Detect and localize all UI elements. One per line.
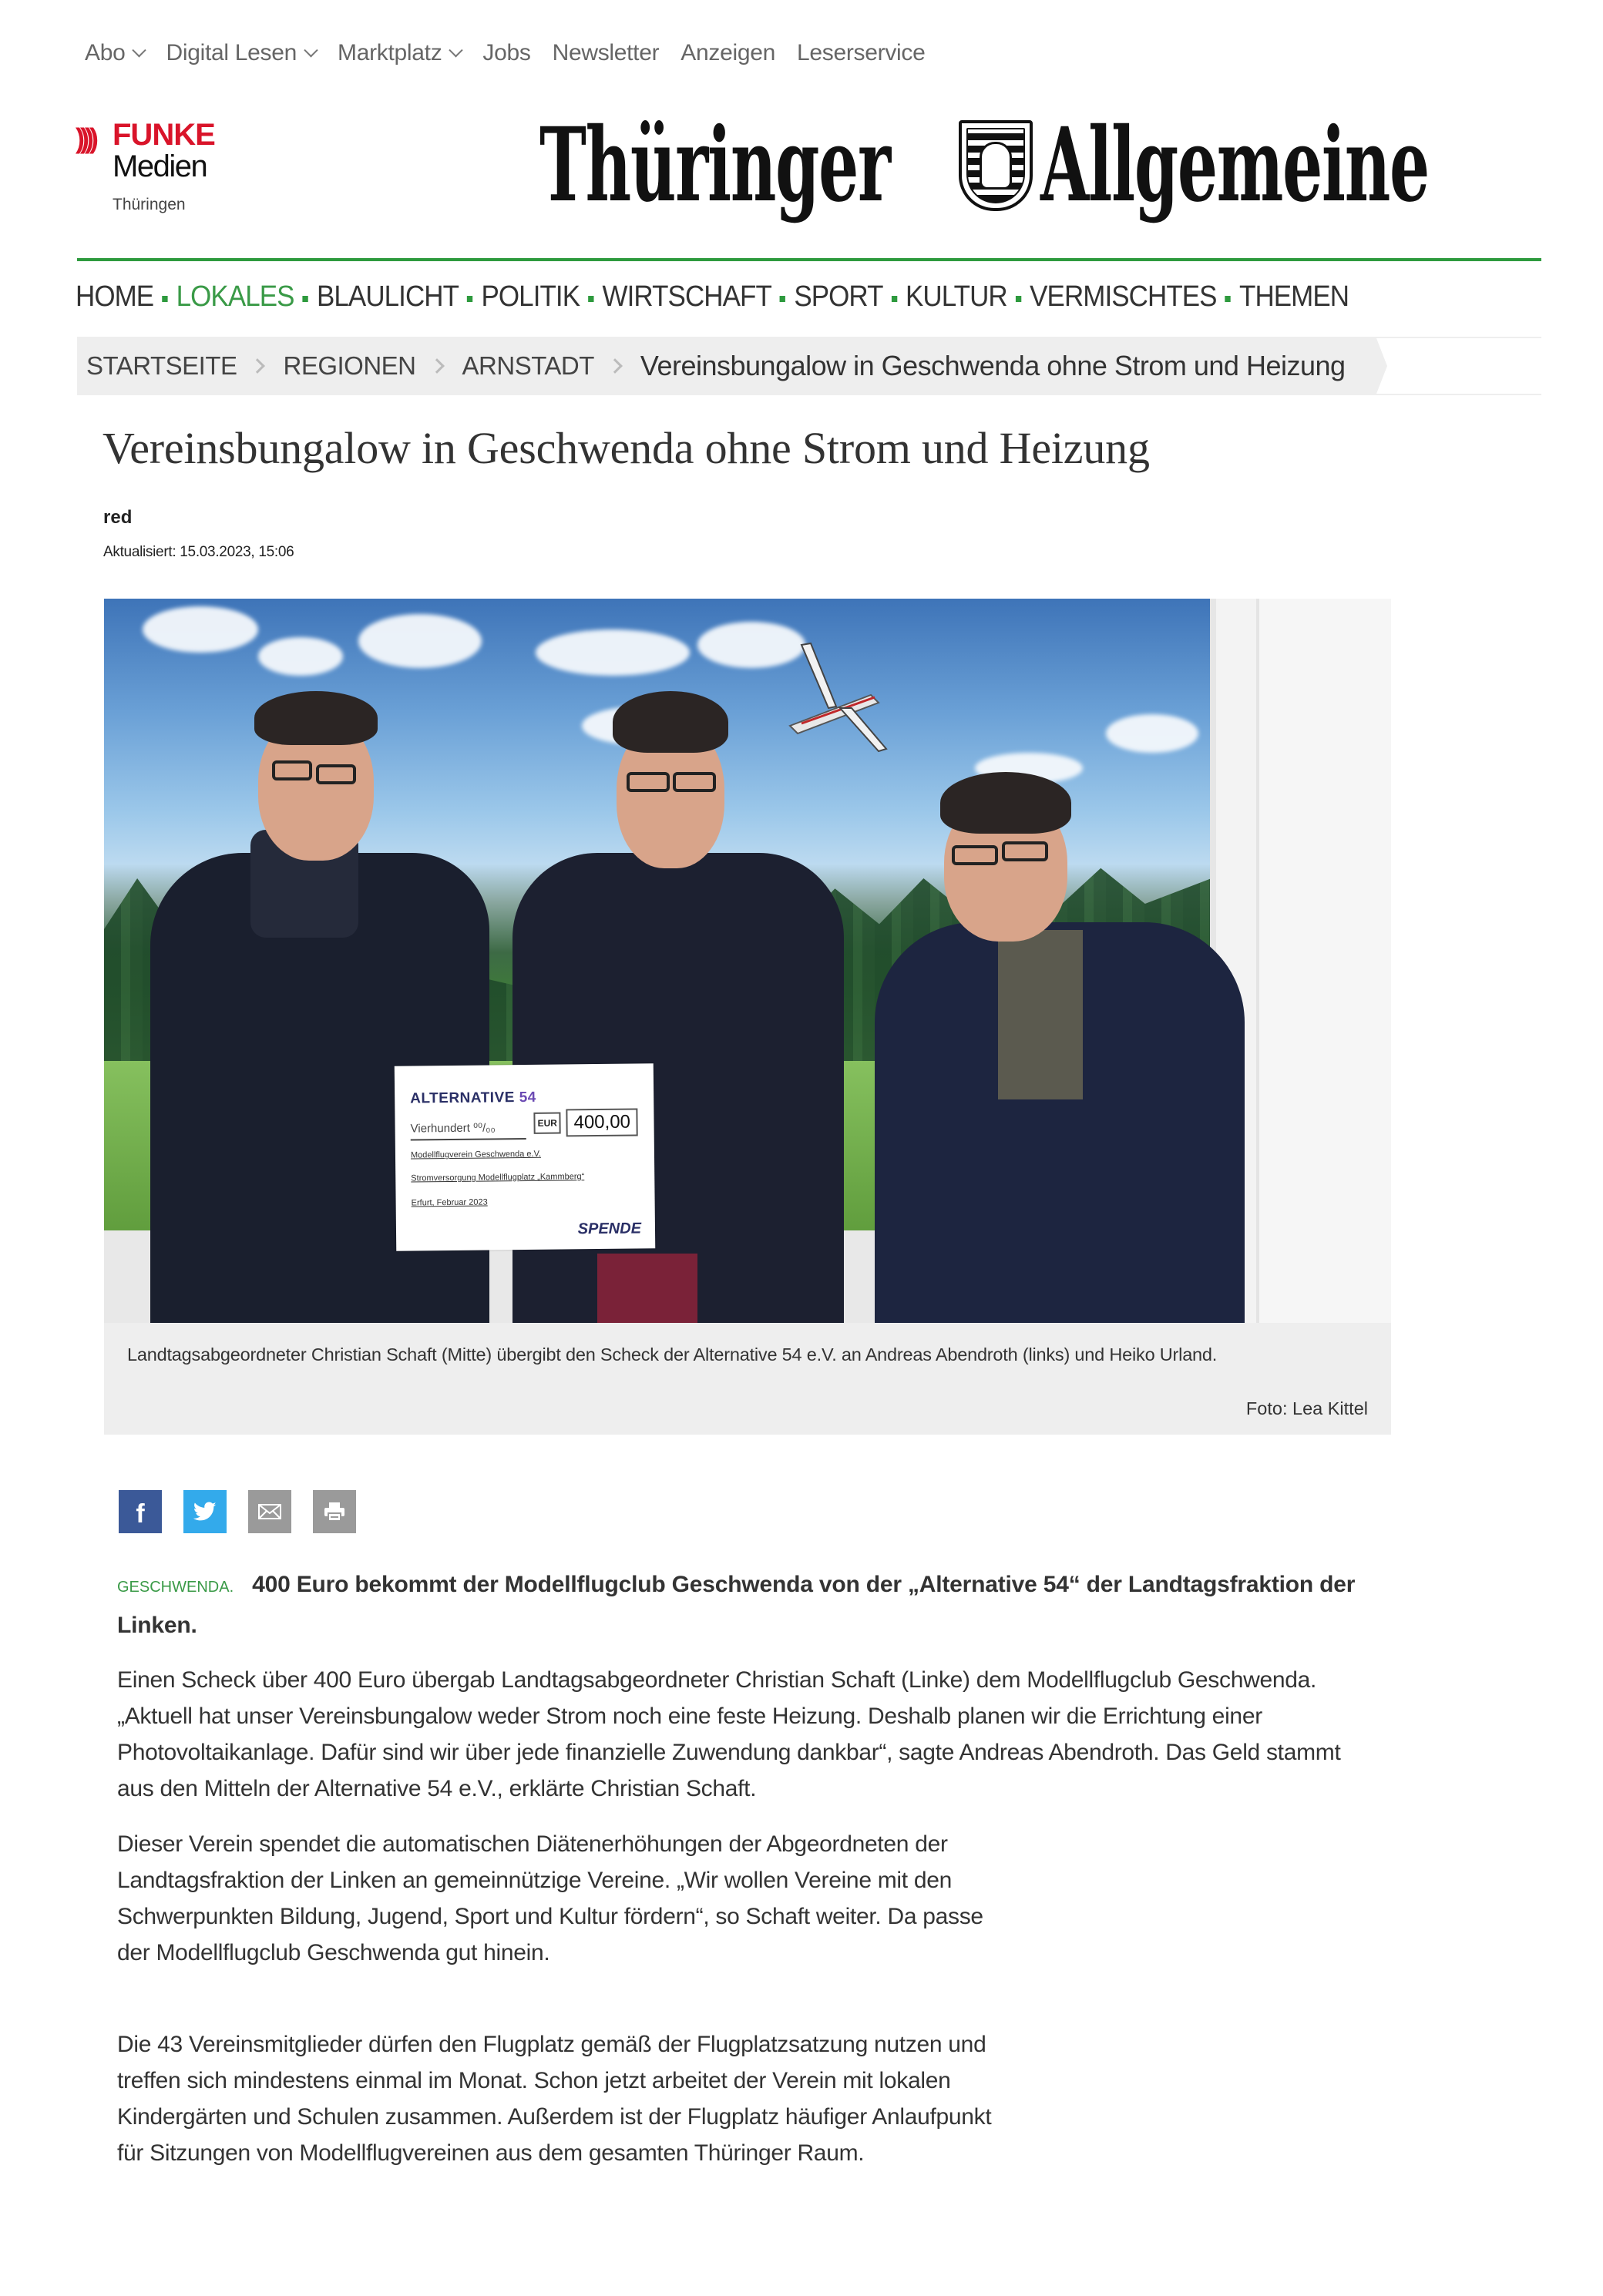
nav-separator [1225,296,1231,302]
chevron-right-icon [429,358,445,374]
breadcrumb-regionen[interactable]: REGIONEN [283,351,416,380]
photo-cloud [258,637,343,676]
photo-cloud [358,614,482,668]
nav-separator [303,296,308,302]
cheque-brand: ALTERNATIVE 54 [410,1089,536,1107]
article-photo[interactable] [104,599,1391,1323]
person-right-hair [940,772,1071,834]
article-author: red [103,507,133,528]
topnav-abo-label: Abo [85,40,126,65]
breadcrumb-current: Vereinsbungalow in Geschwenda ohne Strom und Heizung [640,350,1346,381]
article-lead [117,1566,1381,1645]
article-paragraph: Einen Scheck über 400 Euro übergab Landtagsabgeordneter Christian Schaft (Linke) dem Modellflugclub Geschwenda. „Aktuell hat unser Vereinsbungalow weder Strom noch eine feste Heizung. Deshalb planen wir die Errichtung einer Photovoltaikanlage. Dafür sind wir über jede finanzielle Zuwendung dankbar“, sagte Andreas Abendroth. Das Geld stammt aus den Mitteln der Alternative 54 e.V., erklärte Christian Schaft. [117,1667,1341,1801]
breadcrumb [77,337,1541,395]
chevron-down-icon [304,43,318,57]
twitter-icon [193,1502,217,1522]
topnav-jobs[interactable]: Jobs [482,40,531,65]
topnav-marktplatz-label: Marktplatz [338,40,442,65]
article-paragraph: Die 43 Vereinsmitglieder dürfen den Flugplatz gemäß der Flugplatzsatzung nutzen und treffen sich mindestens einmal im Monat. Schon jetzt arbeitet der Verein mit lokalen Kindergärten und Schulen zusammen. Außerdem ist der Flugplatz häufiger Anlaufpunkt für Sitzungen von Modellflugvereinen aus dem gesamten Thüringer Raum. [117,2032,992,2166]
share-twitter-button[interactable] [183,1490,227,1533]
chevron-down-icon [133,43,146,57]
nav-vermischtes[interactable]: VERMISCHTES [1030,280,1217,313]
person-middle-trousers [597,1254,697,1323]
top-utility-nav [85,40,925,66]
topnav-anzeigen[interactable]: Anzeigen [681,40,775,65]
cheque-purpose: Stromversorgung Modellflugplatz „Kammberg“ [411,1172,585,1183]
topnav-abo[interactable] [85,40,144,66]
nav-kultur[interactable]: KULTUR [905,280,1007,313]
donation-cheque [395,1063,655,1251]
funke-wordmark: FUNKE [113,118,215,152]
person-middle-hair [613,691,728,753]
masthead-logo[interactable] [539,108,1603,223]
article-paragraph: Dieser Verein spendet die automatischen Diätenerhöhungen der Abgeordneten der Landtagsfraktion der Linken an gemeinnützige Vereine. „Wir wollen Vereine mit den Schwerpunkten Bildung, Jugend, Sport und Kultur fördern“, so Schaft weiter. Da passe der Modellflugclub Geschwenda gut hinein. [117,1831,983,1965]
funke-arrows-icon: )))) [76,123,94,154]
article-lead-text: 400 Euro bekommt der Modellflugclub Geschwenda von der „Alternative 54“ der Landtagsfraktion der Linken. [117,1572,1356,1638]
envelope-icon [258,1504,281,1519]
nav-separator [1016,296,1021,302]
nav-home[interactable]: HOME [76,280,154,313]
person-middle-glasses [627,772,670,792]
printer-icon [324,1502,345,1522]
chevron-right-icon [607,358,623,374]
cheque-place-date: Erfurt, Februar 2023 [411,1197,488,1208]
article-dateline: GESCHWENDA. [117,1579,234,1596]
masthead-word-thueringer: Thüringer [539,106,890,225]
photo-credit: Foto: Lea Kittel [1245,1398,1368,1418]
article-updated-timestamp: Aktualisiert: 15.03.2023, 15:06 [103,544,294,560]
breadcrumb-arnstadt[interactable]: ARNSTADT [462,351,594,380]
funke-medien-logo[interactable] [76,119,230,220]
thuringia-coat-of-arms-icon [959,120,1033,211]
breadcrumb-startseite[interactable]: STARTSEITE [86,351,237,380]
nav-separator [588,296,593,302]
chevron-down-icon [449,43,463,57]
caption-text: Landtagsabgeordneter Christian Schaft (Mitte) übergibt den Scheck der Alternative 54 e.V. an Andreas Abendroth (links) und Heiko Urland. [127,1344,1218,1365]
cheque-payee: Modellflugverein Geschwenda e.V. [410,1149,542,1160]
share-email-button[interactable] [248,1490,291,1533]
photo-cloud [1106,714,1198,753]
person-middle-glasses [673,772,716,792]
main-nav [76,280,1349,314]
share-bar [119,1490,356,1533]
chevron-right-icon [250,358,266,374]
share-facebook-button[interactable] [119,1490,162,1533]
nav-separator [780,296,785,302]
nav-separator [467,296,472,302]
cheque-amount: 400,00 [566,1108,638,1136]
cheque-label: SPENDE [577,1220,642,1238]
funke-region-label: Thüringen [113,196,186,213]
nav-blaulicht[interactable]: BLAULICHT [317,280,459,313]
photo-cloud [536,629,690,676]
nav-politik[interactable]: POLITIK [481,280,580,313]
model-airplane-icon [778,637,894,753]
topnav-marktplatz[interactable] [338,40,461,66]
facebook-icon: f [136,1499,145,1529]
nav-sport[interactable]: SPORT [794,280,883,313]
person-right-shirt [998,930,1083,1099]
topnav-digital-lesen-label: Digital Lesen [166,40,297,65]
person-left-glasses [272,760,312,780]
person-right-glasses [952,845,998,865]
cheque-amount-words: Vierhundert ⁰⁰/₀₀ [410,1121,496,1136]
funke-medien-wordmark: Medien [113,149,207,183]
print-button[interactable] [313,1490,356,1533]
nav-separator [892,296,897,302]
nav-separator [162,296,167,302]
nav-lokales[interactable]: LOKALES [176,280,294,313]
masthead-word-allgemeine: Allgemeine [1040,106,1429,225]
topnav-digital-lesen[interactable] [166,40,316,66]
topnav-newsletter[interactable]: Newsletter [552,40,660,65]
nav-wirtschaft[interactable]: WIRTSCHAFT [602,280,771,313]
cheque-currency: EUR [533,1113,561,1134]
person-left-glasses [316,764,356,784]
person-left-hair [254,691,378,745]
nav-themen[interactable]: THEMEN [1239,280,1349,313]
article-title: Vereinsbungalow in Geschwenda ohne Strom und Heizung [102,423,1150,473]
topnav-leserservice[interactable]: Leserservice [797,40,926,65]
header-divider [77,258,1541,261]
cheque-line [411,1138,526,1141]
photo-caption [104,1323,1391,1435]
photo-cloud [143,606,258,653]
person-right-glasses [1002,841,1048,861]
